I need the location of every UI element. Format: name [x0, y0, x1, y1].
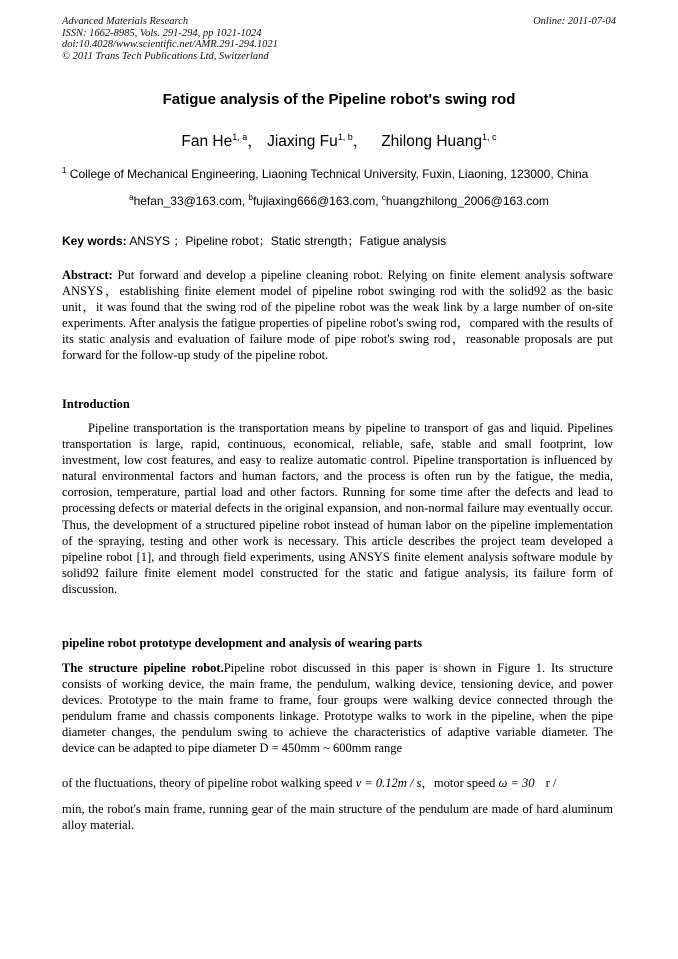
keywords [62, 232, 616, 249]
email-separator: , [241, 194, 249, 208]
online-date: Online: 2011-07-04 [533, 16, 616, 27]
author-separator: ， [247, 133, 263, 150]
copyright-line: © 2011 Trans Tech Publications Ltd, Switzerland [62, 50, 269, 62]
email-list [0, 193, 678, 208]
continuation-paragraph: min, the robot's main frame, running gear of the main structure of the pendulum are made of hard aluminum alloy material. [62, 802, 613, 833]
author-list [0, 129, 678, 151]
doi-line: doi:10.4028/www.scientific.net/AMR.291-294.1021 [62, 39, 278, 51]
author-name: Fan He [181, 133, 233, 150]
abstract [62, 267, 613, 364]
author-superscript: 1, c [482, 132, 497, 142]
journal-header [62, 16, 616, 62]
email-address[interactable]: hefan_33@163.com [133, 194, 242, 208]
email-marker: b [248, 193, 253, 202]
equation-line-text: r / [545, 776, 557, 790]
section-heading: pipeline robot prototype development and analysis of wearing parts [62, 636, 422, 650]
email-address[interactable]: fujiaxing666@163.com [252, 194, 376, 208]
email-separator: , [375, 194, 382, 208]
issn-line: ISSN: 1662-8985, Vols. 291-294, pp 1021-1024 [62, 27, 262, 39]
author-superscript: 1, b [337, 132, 353, 142]
email-marker: a [129, 193, 134, 202]
abstract-label: Abstract: [62, 268, 113, 282]
equation-line-text: of the fluctuations, theory of pipeline robot walking speed [62, 776, 353, 790]
structure-lead: The structure pipeline robot. [62, 661, 224, 675]
introduction-paragraph: Pipeline transportation is the transportation means by pipeline to transport of gas and liquid. Pipelines transportation is large, rapid, continuous, economical, reliable, safe, stable and small footprint, low investment, low cost features, and easy to realize automatic control. Pipeline transportation is influenced by natural environmental factors and human factors, and the process is often run by the fatigue, the media, corrosion, temperature, partial load and other factors. Running for some time after the defects and lead to processing defects or material defects in the original expansion, and non-normal failure may eventually occur. Thus, the development of a structured pipeline robot instead of human labor on the pipeline implementation of the spraying, testing and other work is necessary. This article describes the project team developed a pipeline robot [1], and through field experiments, using ANSYS finite element analysis software module by solid92 failure finite element model constructed for the static and fatigue analysis, its failure form of discussion. [62, 421, 613, 596]
affiliation-text: College of Mechanical Engineering, Liaoning Technical University, Fuxin, Liaoning, 123000, China [69, 167, 589, 181]
introduction-heading: Introduction [62, 397, 130, 411]
keywords-text: ANSYS ；Pipeline robot；Static strength；Fatigue analysis [126, 234, 447, 248]
author-superscript: 1, a [232, 132, 248, 142]
author-name: Zhilong Huang [381, 133, 483, 150]
affiliation-marker: 1 [62, 166, 67, 175]
email-address[interactable]: huangzhilong_2006@163.com [385, 194, 549, 208]
speed-equation: v = 0.12m / s [355, 776, 422, 790]
journal-name: Advanced Materials Research [62, 16, 189, 27]
structure-paragraph [62, 660, 613, 757]
author-name: Jiaxing Fu [267, 133, 338, 150]
email-marker: c [381, 193, 386, 202]
equation-line [62, 773, 613, 791]
paper-title: Fatigue analysis of the Pipeline robot's swing rod [162, 91, 516, 108]
affiliation [62, 166, 616, 181]
keywords-label: Key words: [62, 234, 127, 248]
structure-text: Pipeline robot discussed in this paper is shown in Figure 1. Its structure consists of working device, the main frame, the pendulum, walking device, tensioning device, and power devices. Prototype to the main frame to frame, four groups were walking device connected through the pendulum frame and chassis components linkage. Prototype walks to work in the pipeline, when the pipe diameter changes, the pendulum swing to achieve the characteristics of adaptive variable diameter. The device can be adapted to pipe diameter D = 450mm ~ 600mm range [62, 661, 613, 756]
author-separator: ， [352, 133, 369, 150]
equation-line-text: ，motor speed [421, 776, 496, 790]
abstract-text: Put forward and develop a pipeline cleaning robot. Relying on finite element analysis software ANSYS，establishing finite element model of pipeline robot swinging rod with the solid92 as the basic unit，it was found that the swing rod of the pipeline robot was the weak link by a large number of on-site experiments. After analysis the fatigue properties of pipeline robot's swing rod，compared with the results of its static analysis and evaluation of failure mode of pipe robot's swing rod，reasonable proposals are put forward for the follow-up study of the pipeline robot. [62, 268, 613, 363]
motor-speed-equation: ω = 30 [498, 776, 535, 790]
